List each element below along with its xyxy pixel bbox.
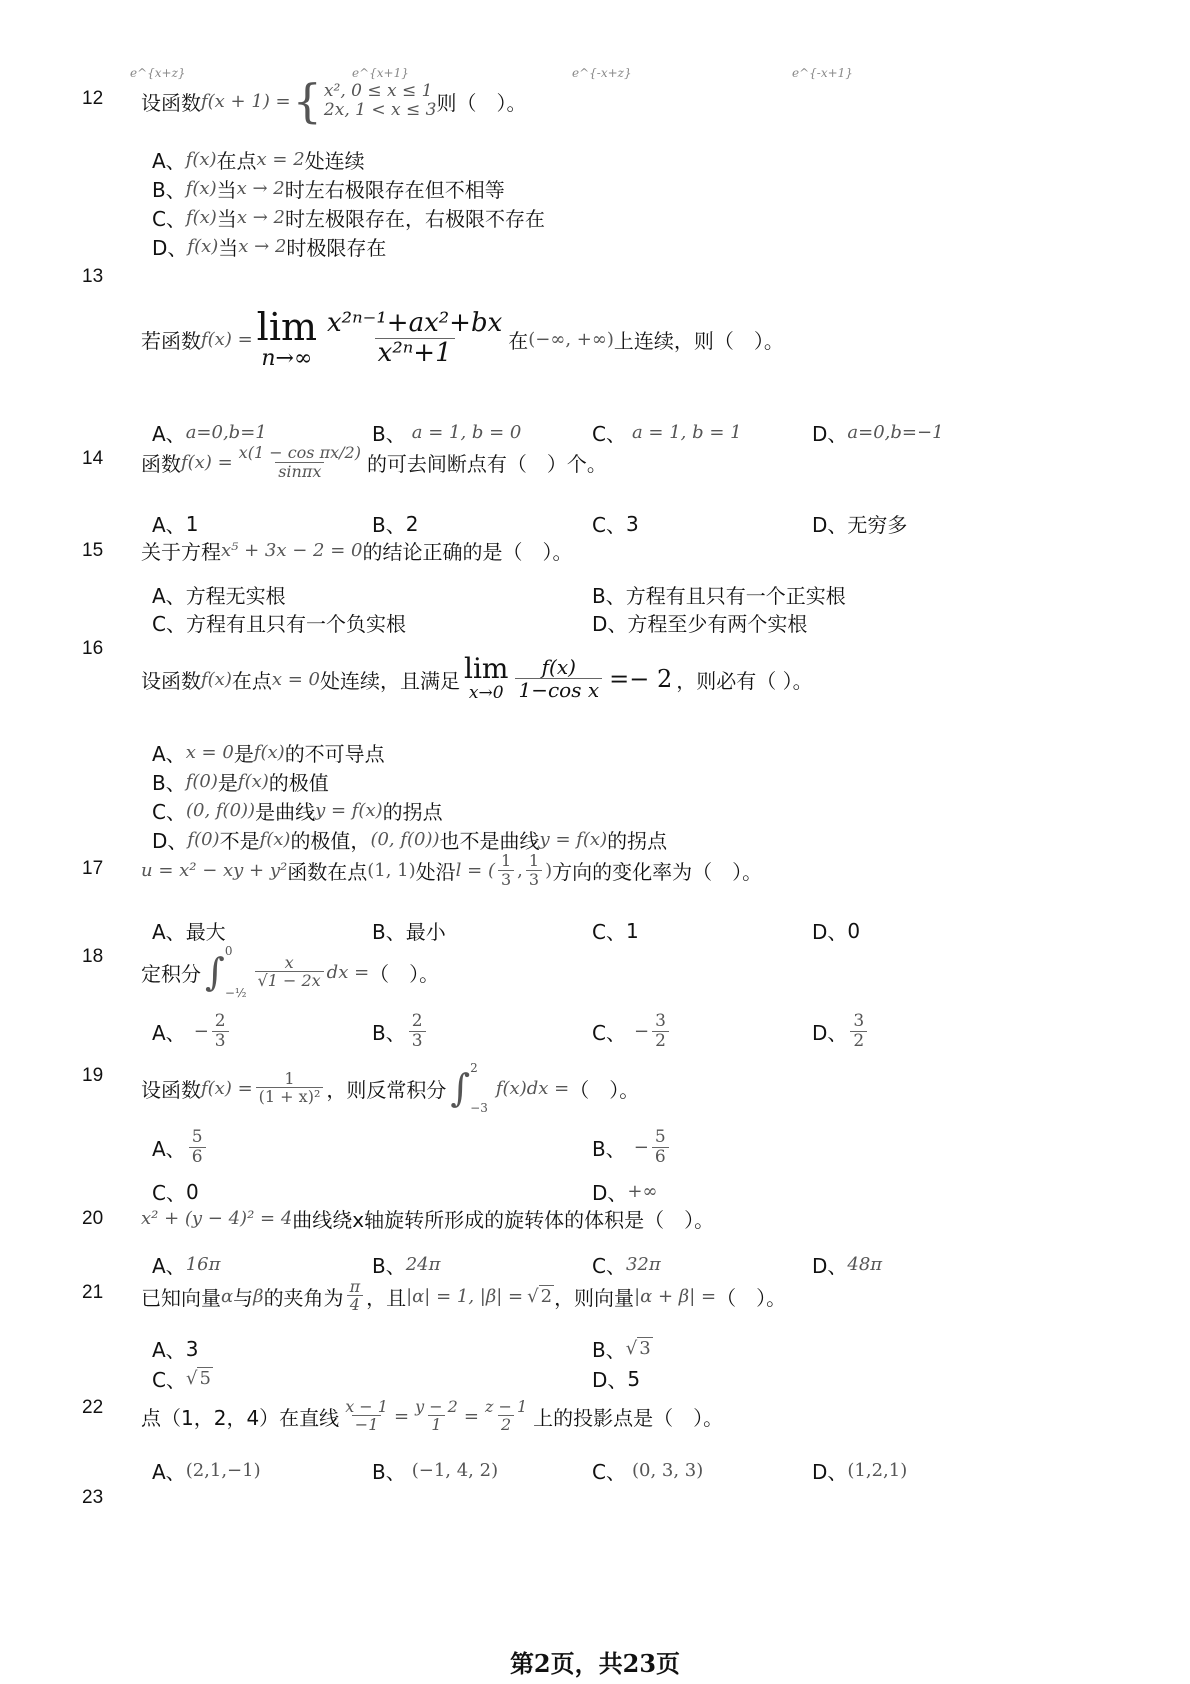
option-d: D、 +∞ — [592, 1181, 658, 1205]
option-c: C、 方程有且只有一个负实根 — [152, 612, 406, 636]
fragment-1: e^{x+z} — [130, 66, 186, 80]
option-d: D、 0 — [812, 918, 861, 944]
option-d: D、 5 — [592, 1366, 641, 1392]
option-a: A、 (2,1,−1) — [152, 1460, 261, 1484]
page-footer: 第2页，共23页 — [509, 1649, 681, 1678]
question-19-stem: 设函数 f(x) = $\frac{1}{\text{(1 + x)²}}$ ，则反常积分 ∫ 2 −3 f(x)dx = （ ）。 — [141, 1061, 640, 1115]
option-c: C、 0 — [152, 1179, 199, 1205]
option-b: B、 − $\frac{5}{6}$ — [592, 1128, 672, 1167]
question-20-stem: x² + (y − 4)² = 4 曲线绕x轴旋转所形成的旋转体的体积是（ ）。 — [141, 1208, 715, 1232]
question-13-stem: 若函数 f(x) = lim n→∞ $\frac{\text{x²ⁿ⁻¹+ax²+bx}}{\text{x²ⁿ+1}}$ 在 (−∞, +∞) 上连续，则（ ）。 — [141, 304, 784, 371]
option-a: A、 方程无实根 — [152, 584, 286, 608]
option-d: D、 方程至少有两个实根 — [592, 612, 808, 636]
option-b: B、 2 — [372, 511, 419, 537]
option-c: C、 f(x) 当 x → 2 时左极限存在，右极限不存在 — [152, 207, 545, 231]
question-number: 16 — [82, 638, 104, 659]
fragment-2: e^{x+1} — [352, 66, 409, 80]
option-a: A、 a=0,b=1 — [152, 422, 267, 446]
question-number: 15 — [82, 540, 104, 561]
question-number: 12 — [82, 88, 104, 109]
option-b: B、 (−1, 4, 2) — [372, 1460, 499, 1484]
option-d: D、 (1,2,1) — [812, 1460, 908, 1484]
question-number: 19 — [82, 1065, 104, 1086]
question-number: 13 — [82, 266, 104, 287]
option-c: C、 − $\frac{3}{2}$ — [592, 1012, 672, 1051]
option-b: B、 f(0) 是 f(x) 的极值 — [152, 771, 329, 795]
option-b: B、 a = 1, b = 0 — [372, 422, 522, 446]
fragment-4: e^{-x+1} — [792, 66, 853, 80]
question-12-stem: 设函数 f(x + 1) = { x², 0 ≤ x ≤ 1 2x, 1 < x ≤ 3 则（ ）。 — [141, 74, 527, 128]
question-number: 20 — [82, 1208, 104, 1229]
option-b: B、 f(x) 当 x → 2 时左右极限存在但不相等 — [152, 178, 505, 202]
fragment-3: e^{-x+z} — [572, 66, 632, 80]
option-b: B、 最小 — [372, 920, 446, 944]
question-14-stem: 函数 f(x) = $\frac{\text{x(1 − cos πx/2)}}{\sin\pi x}$ 的可去间断点有（ ）个。 — [141, 443, 607, 481]
option-b: B、 24π — [372, 1254, 441, 1278]
question-17-stem: u = x² − xy + y² 函数在点 (1, 1) 处沿 l = ( $\frac{1}{3}$ , $\frac{1}{3}$ ) 方向的变化率为（ ）。 — [141, 851, 763, 889]
option-d: D、 无穷多 — [812, 513, 908, 537]
option-a: A、 x = 0 是 f(x) 的不可导点 — [152, 742, 385, 766]
question-21-stem: 已知向量 α 与 β 的夹角为 $\frac{\pi}{4}$ ，且 |α| = 1, |β| = √ 2 ，则向量 |α + β| = （ ）。 — [141, 1276, 787, 1315]
option-c: C、 3 — [592, 511, 639, 537]
option-c: C、 √ 5 — [152, 1368, 211, 1392]
question-number: 22 — [82, 1397, 104, 1418]
question-number: 14 — [82, 448, 104, 469]
option-c: C、 a = 1, b = 1 — [592, 422, 742, 446]
option-a: A、 $\frac{5}{6}$ — [152, 1128, 209, 1167]
option-d: D、 a=0,b=−1 — [812, 422, 944, 446]
option-d: D、 $\frac{3}{2}$ — [812, 1012, 870, 1051]
option-a: A、 − $\frac{2}{3}$ — [152, 1012, 232, 1051]
question-number: 18 — [82, 946, 104, 967]
option-a: A、 f(x) 在点 x = 2 处连续 — [152, 149, 365, 173]
question-15-stem: 关于方程 x⁵ + 3x − 2 = 0 的结论正确的是（ ）。 — [141, 540, 573, 564]
option-b: B、 方程有且只有一个正实根 — [592, 584, 846, 608]
option-d: D、 f(0) 不是 f(x) 的极值， (0, f(0)) 也不是曲线 y = f(x) 的拐点 — [152, 829, 668, 853]
question-18-stem: 定积分 ∫ 0 −½ $\frac{x}{√1 - 2x}$ dx = （ ）。 — [141, 944, 440, 1000]
option-c: C、 (0, 3, 3) — [592, 1460, 704, 1484]
question-22-stem: 点（1，2，4）在直线 $\frac{x - 1}{-1}$ = $\frac{y - 2}{1}$ = $\frac{z - 1}{2}$ 上的投影点是（ ）。 — [141, 1396, 724, 1435]
option-c: C、 1 — [592, 918, 639, 944]
option-d: D、 f(x) 当 x → 2 时极限存在 — [152, 236, 387, 260]
question-16-stem: 设函数 f(x) 在点 x = 0 处连续，且满足 lim x→0 $\frac{f(x)}{\text{1−cos x}}$ =− 2 ，则必有（ ）。 — [141, 652, 813, 703]
question-number: 21 — [82, 1282, 104, 1303]
question-number: 23 — [82, 1487, 104, 1508]
option-a: A、 最大 — [152, 920, 226, 944]
question-number: 17 — [82, 858, 104, 879]
option-b: B、 $\frac{2}{3}$ — [372, 1012, 429, 1051]
option-b: B、 √ 3 — [592, 1338, 651, 1362]
option-a: A、 16π — [152, 1254, 221, 1278]
option-c: C、 32π — [592, 1254, 661, 1278]
option-a: A、 1 — [152, 511, 199, 537]
option-d: D、 48π — [812, 1254, 883, 1278]
option-a: A、 3 — [152, 1336, 199, 1362]
option-c: C、 (0, f(0)) 是曲线 y = f(x) 的拐点 — [152, 800, 443, 824]
